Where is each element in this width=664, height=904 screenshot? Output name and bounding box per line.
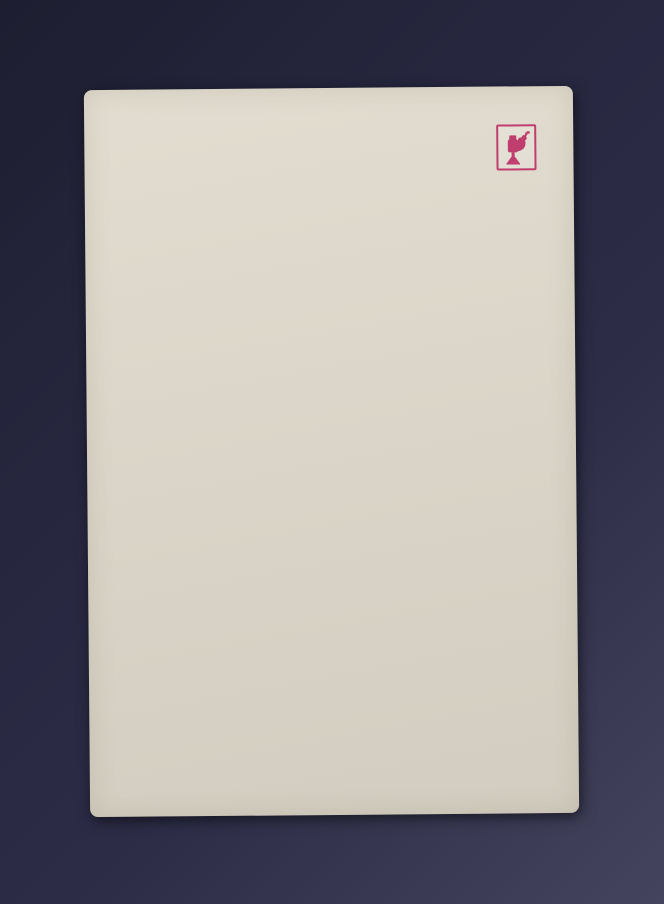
footer-line <box>105 762 555 766</box>
calendar-blocks-top <box>84 86 573 117</box>
factory-name <box>131 148 496 151</box>
calendar-card <box>84 86 579 817</box>
year-band <box>99 115 550 183</box>
factory-name-line2 <box>131 148 496 151</box>
factory-name-line1 <box>131 148 496 151</box>
rooster-goblet-icon <box>501 129 531 165</box>
factory-logo <box>496 124 536 170</box>
